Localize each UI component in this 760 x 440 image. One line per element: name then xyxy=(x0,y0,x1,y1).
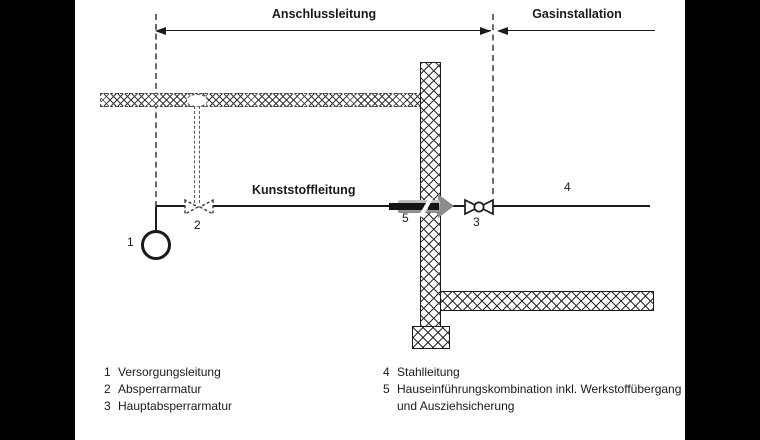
anschlussleitung-dimension-line xyxy=(157,30,491,31)
legend-text: Absperrarmatur xyxy=(118,382,202,396)
street-cap-oval xyxy=(186,94,208,107)
legend-item-5-cont xyxy=(383,400,514,413)
legend-num xyxy=(383,400,397,413)
gasinstallation-dimension-line xyxy=(499,30,655,31)
legend-num: 5 xyxy=(383,382,390,396)
legend-num: 4 xyxy=(383,365,390,379)
valve-spindle-dashed-line xyxy=(194,106,195,203)
marker-1: 1 xyxy=(127,235,134,249)
gasinstallation-label: Gasinstallation xyxy=(532,7,622,21)
boundary-dashed-line-right xyxy=(492,14,494,194)
marker-4: 4 xyxy=(564,180,571,194)
floor-slab-hatch xyxy=(440,291,654,311)
legend-item-3 xyxy=(104,400,232,413)
ground-surface-hatch xyxy=(100,93,422,107)
legend-text: Hauptabsperrarmatur xyxy=(118,399,233,413)
arrowhead-right-icon xyxy=(480,27,491,35)
anschlussleitung-label: Anschlussleitung xyxy=(271,7,377,21)
legend-num: 3 xyxy=(104,399,111,413)
arrowhead-left-icon xyxy=(497,27,508,35)
gas-connection-diagram xyxy=(75,0,685,440)
arrowhead-left-icon xyxy=(155,27,166,35)
main-shutoff-valve-icon xyxy=(463,198,495,216)
marker-5: 5 xyxy=(402,211,409,225)
boundary-dashed-line-left xyxy=(155,14,157,207)
valve-spindle-dashed-line xyxy=(199,106,200,203)
wall-footing-hatch xyxy=(412,326,450,349)
legend-item-4 xyxy=(383,366,460,379)
entry-seal-cone xyxy=(438,194,454,218)
legend-num: 2 xyxy=(104,382,111,396)
supply-main-circle xyxy=(141,230,171,260)
shutoff-valve-dashed-icon xyxy=(183,198,215,216)
legend-text: Versorgungsleitung xyxy=(118,365,221,379)
legend-text: und Ausziehsicherung xyxy=(397,399,515,413)
legend-num: 1 xyxy=(104,365,111,379)
kunststoffleitung-label: Kunststoffleitung xyxy=(252,183,356,197)
legend-item-1 xyxy=(104,366,221,379)
marker-3: 3 xyxy=(473,215,480,229)
legend-text: Stahlleitung xyxy=(397,365,460,379)
legend-item-2 xyxy=(104,383,201,396)
legend-text: Hauseinführungskombination inkl. Werkstoffübergang xyxy=(397,382,682,396)
marker-2: 2 xyxy=(194,218,201,232)
legend-item-5 xyxy=(383,383,681,396)
